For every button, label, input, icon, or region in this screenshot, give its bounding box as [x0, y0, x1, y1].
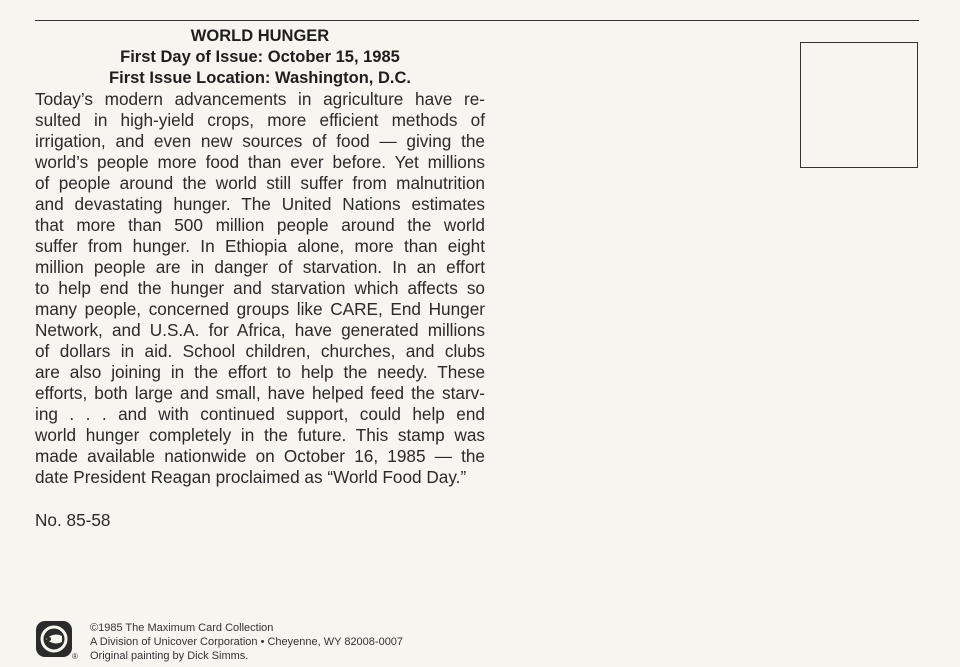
description-line: world’s people more food than ever before. Yet millions: [35, 152, 485, 172]
description-line: of dollars in aid. School children, churches, and clubs: [35, 341, 485, 361]
description-line: date President Reagan proclaimed as “World Food Day.”: [35, 467, 467, 487]
card-header: [35, 26, 485, 89]
registered-mark: ®: [72, 652, 78, 661]
description-line: of people around the world still suffer from malnutrition: [35, 173, 485, 193]
description-line: Today’s modern advancements in agriculture have re-: [35, 89, 485, 109]
description-line: Network, and U.S.A. for Africa, have generated millions: [35, 320, 485, 340]
publisher-footer: [90, 621, 403, 663]
description-line: ing . . . and with continued support, could help end: [35, 404, 485, 424]
description-line: that more than 500 million people around the world: [35, 215, 485, 235]
description-text: [35, 89, 485, 488]
copyright-line: ©1985 The Maximum Card Collection: [90, 622, 274, 634]
description-line: million people are in danger of starvation. In an effort: [35, 257, 485, 277]
first-issue-location: First Issue Location: Washington, D.C.: [109, 69, 411, 87]
unicover-horn-logo-icon: [35, 620, 73, 658]
painting-credit-line: Original painting by Dick Simms.: [90, 650, 249, 662]
description-line: irrigation, and even new sources of food — giving the: [35, 131, 485, 151]
description-line: sulted in high-yield crops, more efficient methods of: [35, 110, 485, 130]
description-line: and devastating hunger. The United Nations estimates: [35, 194, 485, 214]
first-day-of-issue: First Day of Issue: October 15, 1985: [120, 48, 400, 66]
description-line: many people, concerned groups like CARE, End Hunger: [35, 299, 485, 319]
description-line: to help end the hunger and starvation which affects so: [35, 278, 485, 298]
top-rule: [35, 20, 919, 21]
stamp-placement-box: [800, 42, 918, 168]
issue-number: No. 85-58: [35, 510, 111, 530]
description-line: efforts, both large and small, have helped feed the starv-: [35, 383, 485, 403]
description-line: made available nationwide on October 16, 1985 — the: [35, 446, 485, 466]
description-line: suffer from hunger. In Ethiopia alone, more than eight: [35, 236, 485, 256]
division-line: A Division of Unicover Corporation • Cheyenne, WY 82008-0007: [90, 636, 404, 648]
card-title: WORLD HUNGER: [190, 27, 330, 45]
description-line: world hunger completely in the future. This stamp was: [35, 425, 485, 445]
description-line: are also joining in the effort to help the needy. These: [35, 362, 485, 382]
